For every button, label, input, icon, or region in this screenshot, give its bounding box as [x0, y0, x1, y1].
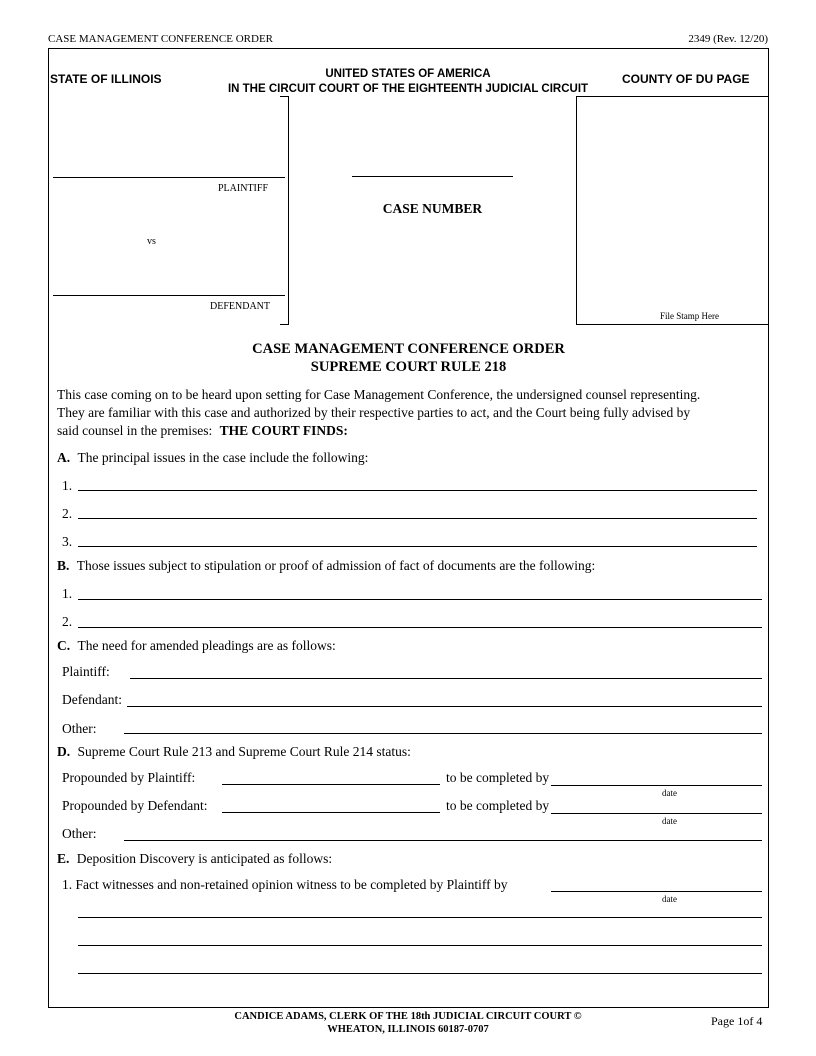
footer-clerk: CANDICE ADAMS, CLERK OF THE 18th JUDICIAL CIRCUIT COURT ©	[234, 1011, 582, 1022]
section-a-heading	[57, 449, 368, 466]
section-a-letter: A.	[57, 450, 71, 465]
order-title	[48, 340, 769, 376]
case-number-label: CASE NUMBER	[382, 201, 483, 216]
section-e-item-1-date-input[interactable]	[551, 878, 762, 892]
section-d-letter: D.	[57, 744, 71, 759]
section-a-item-1-input[interactable]	[78, 477, 757, 491]
section-a-text: The principal issues in the case include the following:	[77, 450, 369, 465]
plaintiff-name-input[interactable]	[53, 164, 285, 178]
section-d-heading	[57, 743, 411, 760]
file-stamp-box	[576, 96, 769, 325]
propounded-by-defendant-label: Propounded by Defendant:	[62, 798, 208, 813]
country-label: UNITED STATES OF AMERICA	[325, 68, 491, 80]
section-c-other-label: Other:	[62, 721, 97, 736]
plaintiff-date-caption: date	[662, 788, 677, 798]
section-e-line-2-input[interactable]	[78, 932, 762, 946]
section-d-other-label: Other:	[62, 826, 97, 841]
intro-line3-text: said counsel in the premises:	[57, 423, 213, 438]
plaintiff-label: PLAINTIFF	[218, 183, 269, 194]
defendant-label: DEFENDANT	[210, 301, 270, 312]
section-b-text: Those issues subject to stipulation or proof of admission of fact of documents are the following:	[76, 558, 596, 573]
section-c-defendant-label: Defendant:	[62, 692, 122, 707]
form-top-title: CASE MANAGEMENT CONFERENCE ORDER	[48, 33, 274, 45]
propounded-by-plaintiff-input[interactable]	[222, 771, 440, 785]
footer-clerk-block	[160, 1010, 656, 1036]
section-a-item-1-label: 1.	[62, 478, 73, 493]
county-label: COUNTY OF DU PAGE	[622, 72, 750, 86]
section-b-item-2-label: 2.	[62, 614, 73, 629]
section-c-plaintiff-label: Plaintiff:	[62, 664, 110, 679]
section-b-item-2-input[interactable]	[78, 614, 762, 628]
section-e-heading	[57, 850, 332, 867]
section-b-heading	[57, 557, 595, 574]
section-e-letter: E.	[57, 851, 70, 866]
intro-line2: They are familiar with this case and authorized by their respective parties to act, and the Court being fully advised by	[57, 405, 691, 420]
section-a-item-3-input[interactable]	[78, 533, 757, 547]
court-heading	[192, 67, 624, 97]
section-e-date-caption: date	[662, 894, 677, 904]
section-e-item-1-label: 1. Fact witnesses and non-retained opinion witness to be completed by Plaintiff by	[62, 877, 508, 892]
section-c-defendant-input[interactable]	[127, 693, 762, 707]
state-label: STATE OF ILLINOIS	[50, 72, 162, 86]
section-b-letter: B.	[57, 558, 70, 573]
case-number-input[interactable]	[352, 163, 513, 177]
order-title-line2: SUPREME COURT RULE 218	[310, 359, 507, 375]
section-c-text: The need for amended pleadings are as follows:	[77, 638, 336, 653]
page-number: Page 1of 4	[711, 1014, 763, 1028]
section-a-item-3-label: 3.	[62, 534, 73, 549]
propounded-by-plaintiff-label: Propounded by Plaintiff:	[62, 770, 196, 785]
defendant-to-be-completed-label: to be completed by	[446, 798, 550, 813]
section-d-text: Supreme Court Rule 213 and Supreme Court Rule 214 status:	[77, 744, 411, 759]
section-e-line-3-input[interactable]	[78, 960, 762, 974]
court-finds-label: THE COURT FINDS:	[219, 423, 348, 438]
section-c-letter: C.	[57, 638, 71, 653]
plaintiff-completion-date-input[interactable]	[551, 772, 762, 786]
file-stamp-label: File Stamp Here	[660, 311, 719, 321]
section-b-item-1-input[interactable]	[78, 586, 762, 600]
caption-divider-tick-top	[280, 96, 289, 97]
defendant-completion-date-input[interactable]	[551, 800, 762, 814]
section-c-other-input[interactable]	[124, 720, 762, 734]
section-a-item-2-label: 2.	[62, 506, 73, 521]
section-c-plaintiff-input[interactable]	[130, 665, 762, 679]
court-label: IN THE CIRCUIT COURT OF THE EIGHTEENTH JUDICIAL CIRCUIT	[227, 83, 589, 95]
section-a-item-2-input[interactable]	[78, 505, 757, 519]
defendant-date-caption: date	[662, 816, 677, 826]
form-number: 2349 (Rev. 12/20)	[688, 33, 768, 45]
intro-line1: This case coming on to be heard upon setting for Case Management Conference, the undersigned counsel representing.	[57, 387, 701, 402]
defendant-name-input[interactable]	[53, 282, 285, 296]
section-e-line-1-input[interactable]	[78, 904, 762, 918]
order-title-line1: CASE MANAGEMENT CONFERENCE ORDER	[252, 341, 565, 357]
caption-divider	[288, 96, 289, 325]
footer-address: WHEATON, ILLINOIS 60187-0707	[327, 1024, 489, 1035]
section-c-heading	[57, 637, 336, 654]
caption-divider-tick-bottom	[280, 324, 289, 325]
section-d-other-input[interactable]	[124, 827, 762, 841]
section-e-text: Deposition Discovery is anticipated as follows:	[76, 851, 333, 866]
intro-line3	[57, 422, 348, 439]
section-b-item-1-label: 1.	[62, 586, 73, 601]
propounded-by-defendant-input[interactable]	[222, 799, 440, 813]
plaintiff-to-be-completed-label: to be completed by	[446, 770, 550, 785]
vs-label: vs	[147, 236, 156, 247]
